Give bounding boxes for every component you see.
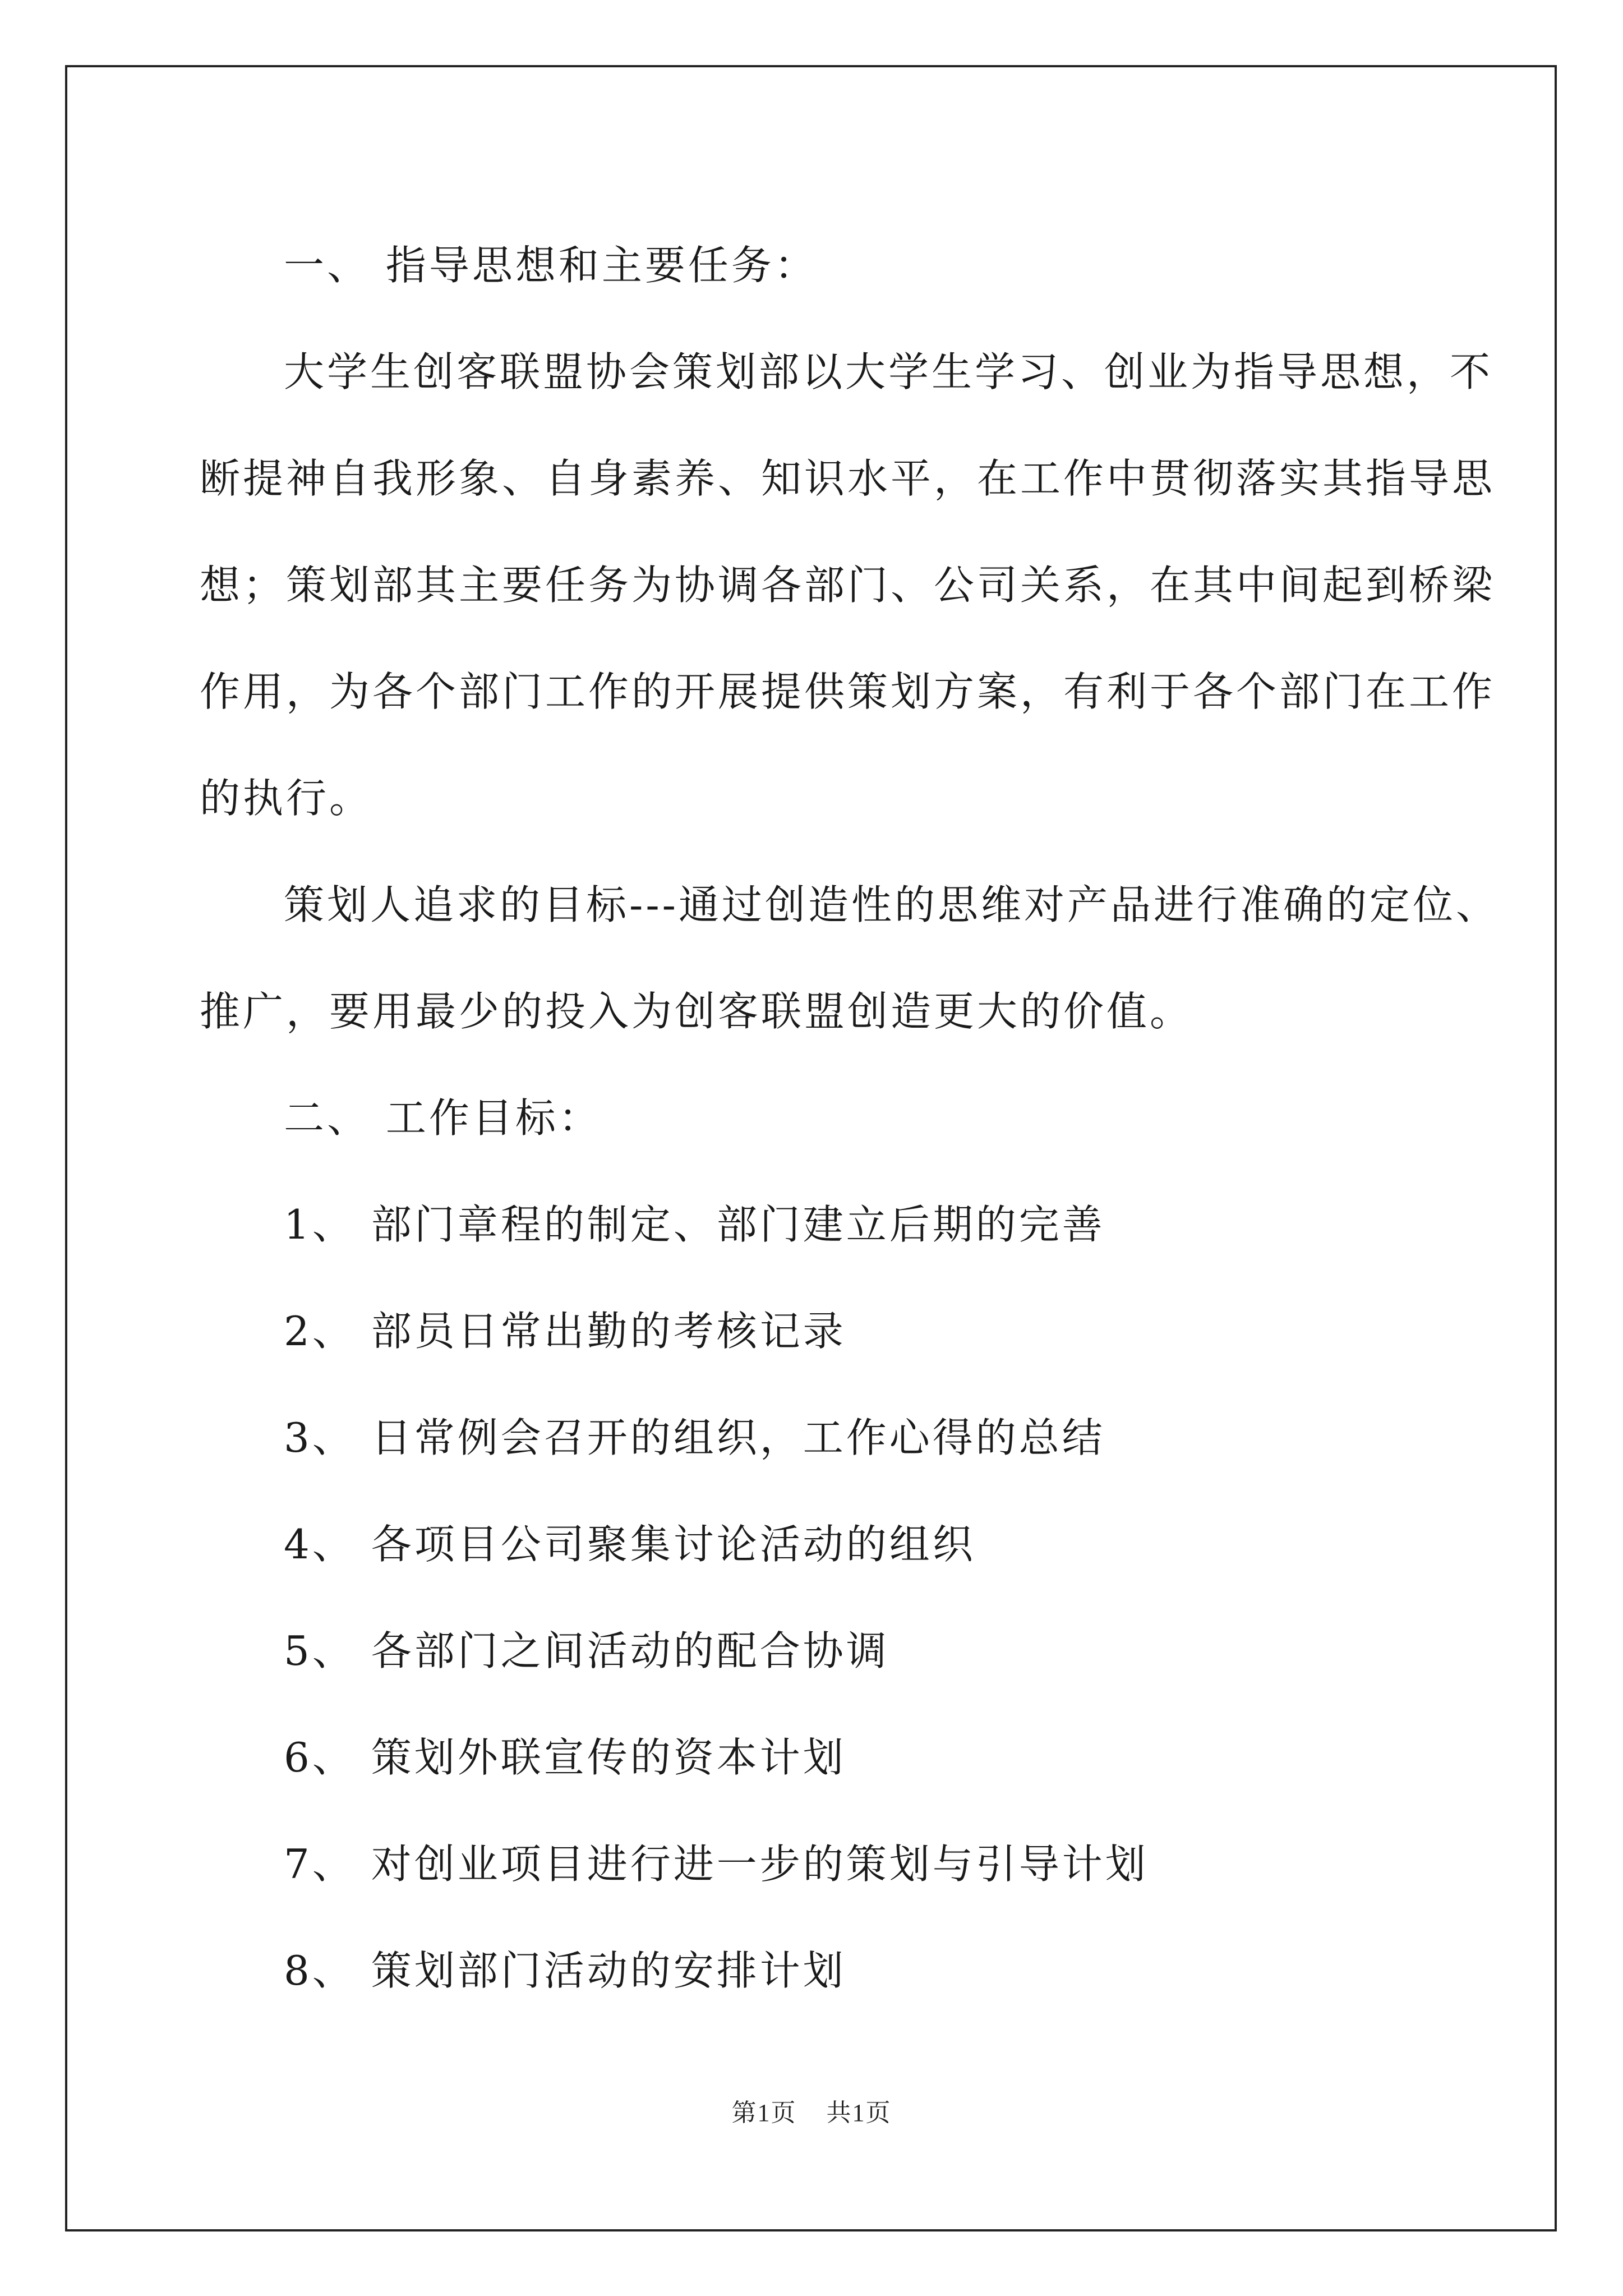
list-item: 2、 部员日常出勤的考核记录 bbox=[284, 1308, 846, 1355]
paragraph-line: 作用，为各个部门工作的开展提供策划方案，有利于各个部门在工作 bbox=[200, 668, 1496, 715]
paragraph-line: 想；策划部其主要任务为协调各部门、公司关系，在其中间起到桥梁 bbox=[200, 562, 1496, 609]
paragraph-line: 大学生创客联盟协会策划部以大学生学习、创业为指导思想，不 bbox=[284, 348, 1493, 395]
page-number-total: 共1页 bbox=[826, 2099, 892, 2127]
paragraph-line: 策划人追求的目标---通过创造性的思维对产品进行准确的定位、 bbox=[284, 881, 1499, 928]
paragraph-line: 推广，要用最少的投入为创客联盟创造更大的价值。 bbox=[200, 988, 1193, 1035]
paragraph-line: 的执行。 bbox=[200, 775, 373, 822]
list-item: 8、 策划部门活动的安排计划 bbox=[284, 1947, 846, 1994]
section-heading-2: 二、 工作目标： bbox=[284, 1094, 602, 1142]
section-heading-1: 一、 指导思想和主要任务： bbox=[284, 242, 818, 289]
page-footer bbox=[0, 2092, 1623, 2128]
page-number-current: 第1页 bbox=[731, 2099, 797, 2127]
list-item: 1、 部门章程的制定、部门建立后期的完善 bbox=[284, 1201, 1105, 1248]
paragraph-line: 断提神自我形象、自身素养、知识水平，在工作中贯彻落实其指导思 bbox=[200, 455, 1496, 502]
list-item: 6、 策划外联宣传的资本计划 bbox=[284, 1734, 846, 1781]
document-body bbox=[200, 212, 1499, 2024]
list-item: 4、 各项目公司聚集讨论活动的组织 bbox=[284, 1521, 976, 1568]
list-item: 7、 对创业项目进行进一步的策划与引导计划 bbox=[284, 1841, 1149, 1888]
list-item: 3、 日常例会召开的组织，工作心得的总结 bbox=[284, 1414, 1105, 1461]
list-item: 5、 各部门之间活动的配合协调 bbox=[284, 1627, 889, 1674]
